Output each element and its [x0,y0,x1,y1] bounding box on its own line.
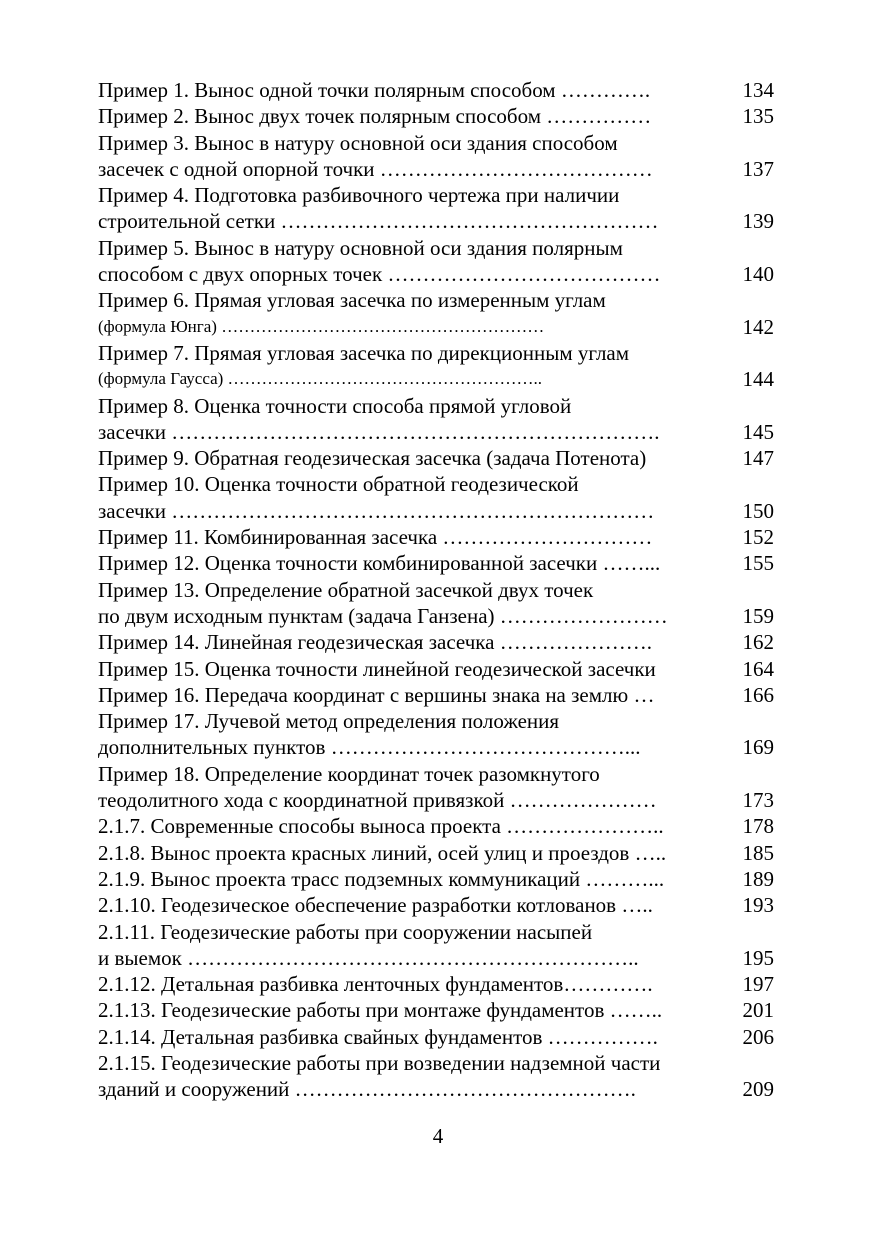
toc-entry-title: Пример 10. Оценка точности обратной геодезической [98,472,579,497]
toc-entry-title: 2.1.7. Современные способы выноса проекта ………………….. [98,814,664,839]
toc-entry-page: 155 [742,551,774,576]
toc-entry-title-continuation: дополнительных пунктов ……………………………………... [98,735,641,760]
toc-entry-title-continuation: и выемок ……………………………………………………….. [98,945,639,970]
toc-entry-page: 164 [742,656,774,681]
toc-entry-page: 209 [742,1077,774,1102]
toc-entry-title: Пример 2. Вынос двух точек полярным способом …………… [98,104,652,129]
toc-entry-page: 197 [742,972,774,997]
page-number: 4 [432,1124,444,1148]
toc-entry-page: 137 [742,156,774,181]
toc-entry [98,393,778,446]
toc-entry-page: 185 [742,840,774,865]
toc-entry [98,971,778,997]
toc-entry-page: 142 [742,314,774,339]
toc-entry-page: 166 [742,682,774,707]
toc-entry-title: 2.1.9. Вынос проекта трасс подземных коммуникаций ………... [98,866,665,891]
toc-entry-title: Пример 8. Оценка точности способа прямой угловой [98,393,572,418]
toc-entry [98,1024,778,1050]
toc-entry-title: Пример 16. Передача координат с вершины знака на землю … [98,682,655,707]
toc-entry-page: 134 [742,78,774,102]
toc-entry-page: 173 [742,788,774,813]
toc-entry-page: 145 [742,419,774,444]
toc-entry-title: Пример 17. Лучевой метод определения положения [98,709,560,734]
toc-entry-title-continuation: по двум исходным пунктам (задача Ганзена) …………………… [98,603,668,628]
toc-entry-title: Пример 1. Вынос одной точки полярным способом …………. [98,78,651,102]
toc-entry [98,524,778,550]
toc-entry [98,840,778,866]
toc-entry-page: 144 [742,367,774,392]
toc-entry-page: 159 [742,603,774,628]
toc-entry-title: Пример 18. Определение координат точек разомкнутого [98,761,600,786]
toc-entry-title: Пример 4. Подготовка разбивочного чертежа при наличии [98,183,620,208]
toc-entry [98,919,778,972]
toc-entry-page: 193 [742,893,774,918]
toc-entry-title: Пример 6. Прямая угловая засечка по измеренным углам [98,288,606,313]
toc-entry [98,1050,778,1103]
table-of-contents [98,77,778,1103]
toc-entry-page: 147 [742,446,774,471]
toc-entry-title: 2.1.15. Геодезические работы при возведении надземной части [98,1050,661,1075]
toc-entry-title-continuation: способом с двух опорных точек ………………………………… [98,262,661,287]
toc-entry-page: 139 [742,209,774,234]
toc-entry-title: 2.1.12. Детальная разбивка ленточных фундаментов…………. [98,972,653,997]
toc-entry-title: Пример 13. Определение обратной засечкой двух точек [98,577,594,602]
toc-entry [98,629,778,655]
toc-entry-title: Пример 14. Линейная геодезическая засечка …………………. [98,630,652,655]
toc-entry-page: 152 [742,525,774,550]
toc-entry [98,182,778,235]
toc-entry-page: 178 [742,814,774,839]
toc-entry-title: Пример 11. Комбинированная засечка ………………………… [98,525,653,550]
toc-entry-title-continuation: строительной сетки ……………………………………………… [98,209,659,234]
toc-entry [98,445,778,471]
toc-entry-page: 169 [742,735,774,760]
toc-entry-page: 189 [742,866,774,891]
toc-entry-title-continuation: засечки ……………………………………………………………. [98,419,660,444]
toc-entry [98,287,778,340]
toc-entry-page: 150 [742,498,774,523]
toc-entry-title-continuation: (формула Гаусса) ……………………………………………….. [98,369,543,389]
toc-entry-page: 135 [742,104,774,129]
toc-entry [98,656,778,682]
toc-entry-title-continuation: засечек с одной опорной точки ………………………………… [98,156,653,181]
toc-entry [98,471,778,524]
toc-entry [98,997,778,1023]
toc-entry-title: 2.1.10. Геодезическое обеспечение разработки котлованов ….. [98,893,653,918]
toc-entry-title-continuation: засечки …………………………………………………………… [98,498,655,523]
toc-entry-title: 2.1.8. Вынос проекта красных линий, осей улиц и проездов ….. [98,840,667,865]
toc-entry-page: 195 [742,945,774,970]
toc-entry-page: 140 [742,262,774,287]
toc-entry-title: 2.1.11. Геодезические работы при сооружении насыпей [98,919,593,944]
toc-entry-page: 206 [742,1024,774,1049]
toc-entry [98,813,778,839]
toc-entry [98,550,778,576]
toc-entry [98,892,778,918]
toc-entry-title-continuation: зданий и сооружений …………………………………………. [98,1077,636,1102]
toc-entry-title: Пример 7. Прямая угловая засечка по дирекционным углам [98,340,630,365]
toc-entry [98,103,778,129]
toc-entry-title: Пример 12. Оценка точности комбинированной засечки ……... [98,551,661,576]
toc-entry [98,235,778,288]
toc-entry-title: Пример 9. Обратная геодезическая засечка (задача Потенота) [98,446,647,471]
toc-entry [98,130,778,183]
toc-entry-title: Пример 3. Вынос в натуру основной оси здания способом [98,130,618,155]
toc-entry [98,340,778,393]
toc-entry-title-continuation: теодолитного хода с координатной привязкой ………………… [98,788,657,813]
toc-entry-title-continuation: (формула Юнга) ………………………………………………… [98,316,545,336]
toc-entry [98,577,778,630]
toc-entry-title: 2.1.13. Геодезические работы при монтаже фундаментов …….. [98,998,663,1023]
toc-entry [98,708,778,761]
toc-entry [98,682,778,708]
toc-entry-page: 162 [742,630,774,655]
toc-entry-title: Пример 5. Вынос в натуру основной оси здания полярным [98,235,623,260]
toc-entry [98,866,778,892]
toc-entry-title: Пример 15. Оценка точности линейной геодезической засечки [98,656,656,681]
toc-entry [98,761,778,814]
toc-entry-page: 201 [742,998,774,1023]
toc-entry-title: 2.1.14. Детальная разбивка свайных фундаментов ……………. [98,1024,658,1049]
toc-entry [98,77,778,103]
